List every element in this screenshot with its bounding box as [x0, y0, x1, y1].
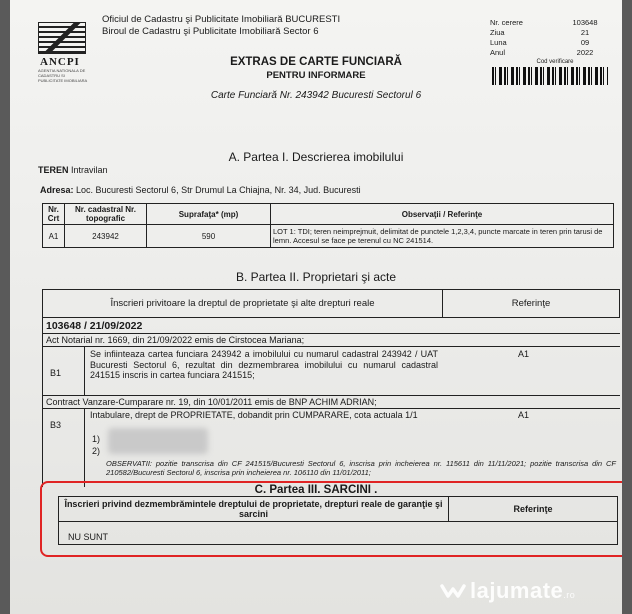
office-line-2: Biroul de Cadastru şi Publicitate Imobiliară Sector 6: [102, 26, 319, 37]
owner-1: 1): [92, 434, 101, 444]
contract: Contract Vanzare-Cumparare nr. 19, din 10/01/2011 emis de BNP ACHIM ADRIAN;: [46, 397, 377, 407]
document-subtitle: PENTRU INFORMARE: [266, 70, 366, 81]
cell: 243942: [65, 225, 147, 248]
teren-line: TEREN Intravilan: [38, 165, 108, 175]
redacted-owner-names: [108, 428, 208, 454]
col-header: Înscrieri privind dezmembrămintele dreptului de proprietate, drepturi reale de garanţie şi sarcini: [59, 497, 449, 522]
sarcini-value: NU SUNT: [68, 532, 108, 542]
office-heading: [102, 14, 340, 38]
table-border: [42, 408, 620, 409]
ancpi-emblem-icon: [38, 22, 86, 54]
meta-row: Nr. cerere 103648: [490, 18, 598, 27]
col-header: Înscrieri privitoare la dreptul de proprietate şi alte drepturi reale: [43, 290, 443, 318]
entry-label-b3: B3: [50, 420, 62, 430]
table-border: [42, 333, 620, 334]
entry-text-b3: Intabulare, drept de PROPRIETATE, dobandit prin CUMPARARE, cota actuala 1/1: [90, 410, 418, 420]
cell: LOT 1: TDI; teren neimprejmuit, delimitat de punctele 1,2,3,4, puncte marcate in teren prin tarusi de lemn. Accesul se face pe terenul cu NC 241514.: [271, 225, 614, 248]
section-b-title: B. Partea II. Proprietari şi acte: [235, 270, 397, 284]
table-border: [84, 408, 85, 487]
cell: A1: [43, 225, 65, 248]
entry-label-b1: B1: [50, 368, 62, 378]
address-line: Adresa: Loc. Bucuresti Sectorul 6, Str Drumul La Chiajna, Nr. 34, Jud. Bucuresti: [40, 185, 361, 195]
cell: 590: [147, 225, 271, 248]
section-c-title: C. Partea III. SARCINI .: [254, 484, 378, 496]
verification-label: Cod verificare: [536, 59, 574, 65]
watermark-brand: lajumate.ro: [470, 578, 576, 603]
logo-subtitle: AGENTIA NATIONALA DE CADASTRU SI PUBLICITATE IMOBILIARA: [38, 68, 88, 83]
table-border: [84, 346, 85, 395]
table-row: [43, 225, 614, 248]
carte-funciara-number: Carte Funciară Nr. 243942 Bucuresti Sectorul 6: [210, 90, 422, 101]
table-border: [42, 289, 43, 487]
entry-ref-b3: A1: [518, 410, 530, 420]
red-highlight-box: [40, 481, 622, 557]
observatii: OBSERVATII: pozitie transcrisa din CF 241515/Bucuresti Sectorul 6, inscrisa prin incheierea nr. 115611 din 11/11/2021; pozitie transcrisa din CF 210582/Bucuresti Sectorul 6, inscrisa prin incheierea nr. 106110 din 11/01/2011;: [106, 459, 616, 477]
col-header: Suprafaţa* (mp): [147, 204, 271, 225]
section-a-title: A. Partea I. Descrierea imobilului: [228, 150, 404, 164]
office-line-1: Oficiul de Cadastru şi Publicitate Imobiliară BUCURESTI: [102, 14, 341, 25]
col-header: Observaţii / Referinţe: [271, 204, 614, 225]
meta-row: Anul 2022: [490, 48, 594, 57]
logo-text: ANCPI: [40, 56, 80, 68]
document-page: [10, 0, 622, 614]
col-header: Referinţe: [443, 290, 620, 318]
table-border: [42, 346, 620, 347]
entry-text-b1: Se infiinteaza cartea funciara 243942 a imobilului cu numarul cadastral 243942 / UAT Bucuresti Sectorul 6, rezultat din dezmembrarea imobilului cu numarul cadastral 241515 inscris in cartea funciara 241515;: [90, 349, 438, 380]
meta-row: Luna 09: [490, 38, 590, 47]
col-header: Referinţe: [449, 497, 618, 522]
ownership-table-header: [42, 289, 620, 318]
entry-ref-b1: A1: [518, 349, 530, 359]
request-number: 103648 / 21/09/2022: [46, 320, 143, 332]
property-table: [42, 203, 614, 248]
col-header: Nr. cadastral Nr. topografic: [65, 204, 147, 225]
owner-2: 2): [92, 446, 101, 456]
meta-row: Ziua 21: [490, 28, 590, 37]
col-header: Nr. Crt: [43, 204, 65, 225]
act-notarial: Act Notarial nr. 1669, din 21/09/2022 emis de Cirstocea Mariana;: [46, 335, 305, 345]
document-title: EXTRAS DE CARTE FUNCIARĂ: [230, 56, 402, 68]
table-border: [42, 395, 620, 396]
lajumate-logo-icon: [440, 580, 466, 600]
